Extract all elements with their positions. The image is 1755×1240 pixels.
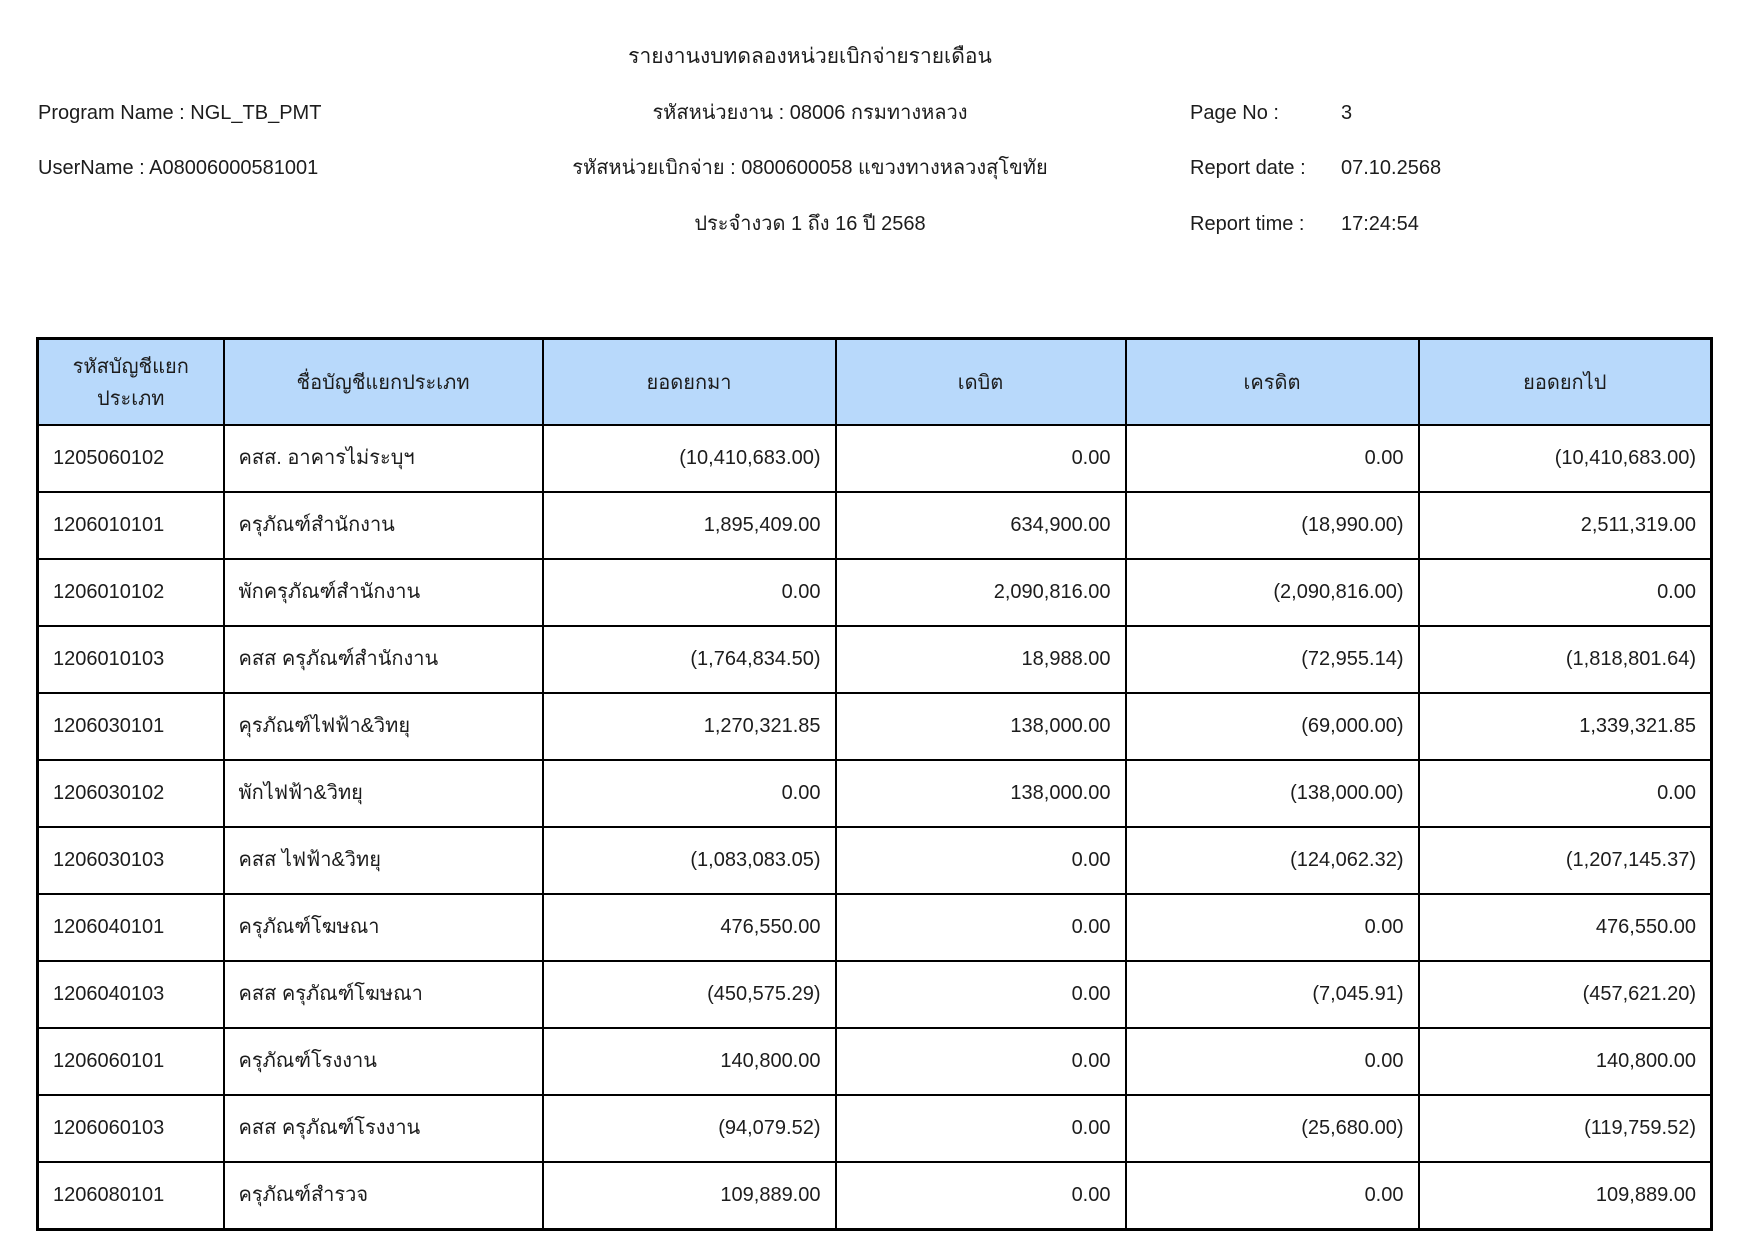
credit-cell: (2,090,816.00)	[1126, 559, 1419, 626]
table-row	[38, 894, 1712, 961]
credit-cell: 0.00	[1126, 894, 1419, 961]
account-name-cell: ครุภัณฑ์โฆษณา	[224, 894, 543, 961]
ending-balance-cell: 0.00	[1419, 559, 1712, 626]
debit-cell: 0.00	[836, 961, 1126, 1028]
debit-cell: 634,900.00	[836, 492, 1126, 559]
debit-cell: 138,000.00	[836, 760, 1126, 827]
credit-cell: 0.00	[1126, 1162, 1419, 1230]
report-title: รายงานงบทดลองหน่วยเบิกจ่ายรายเดือน	[628, 45, 992, 68]
ending-balance-cell: (457,621.20)	[1419, 961, 1712, 1028]
table-body	[38, 425, 1712, 1230]
account-name-cell: ครุภัณฑ์สำนักงาน	[224, 492, 543, 559]
account-name-cell: พักไฟฟ้า&วิทยุ	[224, 760, 543, 827]
report-date-value: 07.10.2568	[1341, 157, 1442, 179]
credit-cell: (69,000.00)	[1126, 693, 1419, 760]
table-row	[38, 1028, 1712, 1095]
ending-balance-cell: (1,818,801.64)	[1419, 626, 1712, 693]
account-name-cell: คสส ครุภัณฑ์สำนักงาน	[224, 626, 543, 693]
beginning-balance-cell: (1,083,083.05)	[543, 827, 836, 894]
account-name-cell: คสส ครุภัณฑ์โฆษณา	[224, 961, 543, 1028]
debit-cell: 0.00	[836, 1028, 1126, 1095]
beginning-balance-cell: 140,800.00	[543, 1028, 836, 1095]
table-row	[38, 693, 1712, 760]
agency-code-line: รหัสหน่วยงาน : 08006 กรมทางหลวง	[652, 102, 968, 124]
column-header-credit: เครดิต	[1126, 339, 1419, 426]
credit-cell: (18,990.00)	[1126, 492, 1419, 559]
trial-balance-table	[36, 337, 1713, 1231]
beginning-balance-cell: (10,410,683.00)	[543, 425, 836, 492]
column-header-account-code: รหัสบัญชีแยกประเภท	[38, 339, 224, 426]
account-code-cell: 1206060103	[38, 1095, 224, 1162]
report-date-label: Report date :	[1190, 157, 1306, 179]
column-header-account-name: ชื่อบัญชีแยกประเภท	[224, 339, 543, 426]
debit-cell: 0.00	[836, 1162, 1126, 1230]
account-name-cell: ครุภัณฑ์โรงงาน	[224, 1028, 543, 1095]
account-code-cell: 1206010103	[38, 626, 224, 693]
account-name-cell: พักครุภัณฑ์สำนักงาน	[224, 559, 543, 626]
table-row	[38, 1095, 1712, 1162]
table-header-row	[38, 339, 1712, 426]
credit-cell: (7,045.91)	[1126, 961, 1419, 1028]
ending-balance-cell: 109,889.00	[1419, 1162, 1712, 1230]
table-row	[38, 760, 1712, 827]
account-code-cell: 1206040103	[38, 961, 224, 1028]
debit-cell: 2,090,816.00	[836, 559, 1126, 626]
account-code-cell: 1206030103	[38, 827, 224, 894]
account-code-cell: 1206060101	[38, 1028, 224, 1095]
table-row	[38, 425, 1712, 492]
debit-cell: 0.00	[836, 1095, 1126, 1162]
account-code-cell: 1206040101	[38, 894, 224, 961]
table-row	[38, 1162, 1712, 1230]
ending-balance-cell: 0.00	[1419, 760, 1712, 827]
table-row	[38, 559, 1712, 626]
credit-cell: 0.00	[1126, 1028, 1419, 1095]
table-row	[38, 626, 1712, 693]
account-code-cell: 1206010101	[38, 492, 224, 559]
credit-cell: (25,680.00)	[1126, 1095, 1419, 1162]
column-header-beginning-balance: ยอดยกมา	[543, 339, 836, 426]
account-code-cell: 1206030102	[38, 760, 224, 827]
username-line: UserName : A08006000581001	[38, 157, 319, 179]
account-name-cell: คุรภัณฑ์ไฟฟ้า&วิทยุ	[224, 693, 543, 760]
beginning-balance-cell: 1,270,321.85	[543, 693, 836, 760]
report-time-label: Report time :	[1190, 213, 1305, 235]
beginning-balance-cell: 1,895,409.00	[543, 492, 836, 559]
account-code-cell: 1205060102	[38, 425, 224, 492]
page-no-value: 3	[1341, 102, 1353, 124]
debit-cell: 0.00	[836, 425, 1126, 492]
beginning-balance-cell: 0.00	[543, 559, 836, 626]
account-code-cell: 1206010102	[38, 559, 224, 626]
ending-balance-cell: 140,800.00	[1419, 1028, 1712, 1095]
table-row	[38, 492, 1712, 559]
disbursement-unit-line: รหัสหน่วยเบิกจ่าย : 0800600058 แขวงทางหลวงสุโขทัย	[572, 157, 1048, 179]
debit-cell: 0.00	[836, 894, 1126, 961]
debit-cell: 18,988.00	[836, 626, 1126, 693]
beginning-balance-cell: 109,889.00	[543, 1162, 836, 1230]
credit-cell: (124,062.32)	[1126, 827, 1419, 894]
beginning-balance-cell: (1,764,834.50)	[543, 626, 836, 693]
period-line: ประจำงวด 1 ถึง 16 ปี 2568	[694, 213, 926, 235]
page-no-label: Page No :	[1190, 102, 1279, 124]
account-name-cell: คสส. อาคารไม่ระบุฯ	[224, 425, 543, 492]
account-code-cell: 1206030101	[38, 693, 224, 760]
beginning-balance-cell: 476,550.00	[543, 894, 836, 961]
account-name-cell: คสส ไฟฟ้า&วิทยุ	[224, 827, 543, 894]
report-time-value: 17:24:54	[1341, 213, 1419, 235]
account-code-cell: 1206080101	[38, 1162, 224, 1230]
ending-balance-cell: 476,550.00	[1419, 894, 1712, 961]
debit-cell: 138,000.00	[836, 693, 1126, 760]
debit-cell: 0.00	[836, 827, 1126, 894]
ending-balance-cell: (10,410,683.00)	[1419, 425, 1712, 492]
column-header-ending-balance: ยอดยกไป	[1419, 339, 1712, 426]
credit-cell: (138,000.00)	[1126, 760, 1419, 827]
credit-cell: 0.00	[1126, 425, 1419, 492]
beginning-balance-cell: 0.00	[543, 760, 836, 827]
credit-cell: (72,955.14)	[1126, 626, 1419, 693]
program-name-line: Program Name : NGL_TB_PMT	[38, 102, 322, 124]
ending-balance-cell: 2,511,319.00	[1419, 492, 1712, 559]
column-header-debit: เดบิต	[836, 339, 1126, 426]
ending-balance-cell: (119,759.52)	[1419, 1095, 1712, 1162]
account-name-cell: คสส ครุภัณฑ์โรงงาน	[224, 1095, 543, 1162]
ending-balance-cell: (1,207,145.37)	[1419, 827, 1712, 894]
table-row	[38, 827, 1712, 894]
beginning-balance-cell: (94,079.52)	[543, 1095, 836, 1162]
table-row	[38, 961, 1712, 1028]
account-name-cell: ครุภัณฑ์สำรวจ	[224, 1162, 543, 1230]
beginning-balance-cell: (450,575.29)	[543, 961, 836, 1028]
ending-balance-cell: 1,339,321.85	[1419, 693, 1712, 760]
